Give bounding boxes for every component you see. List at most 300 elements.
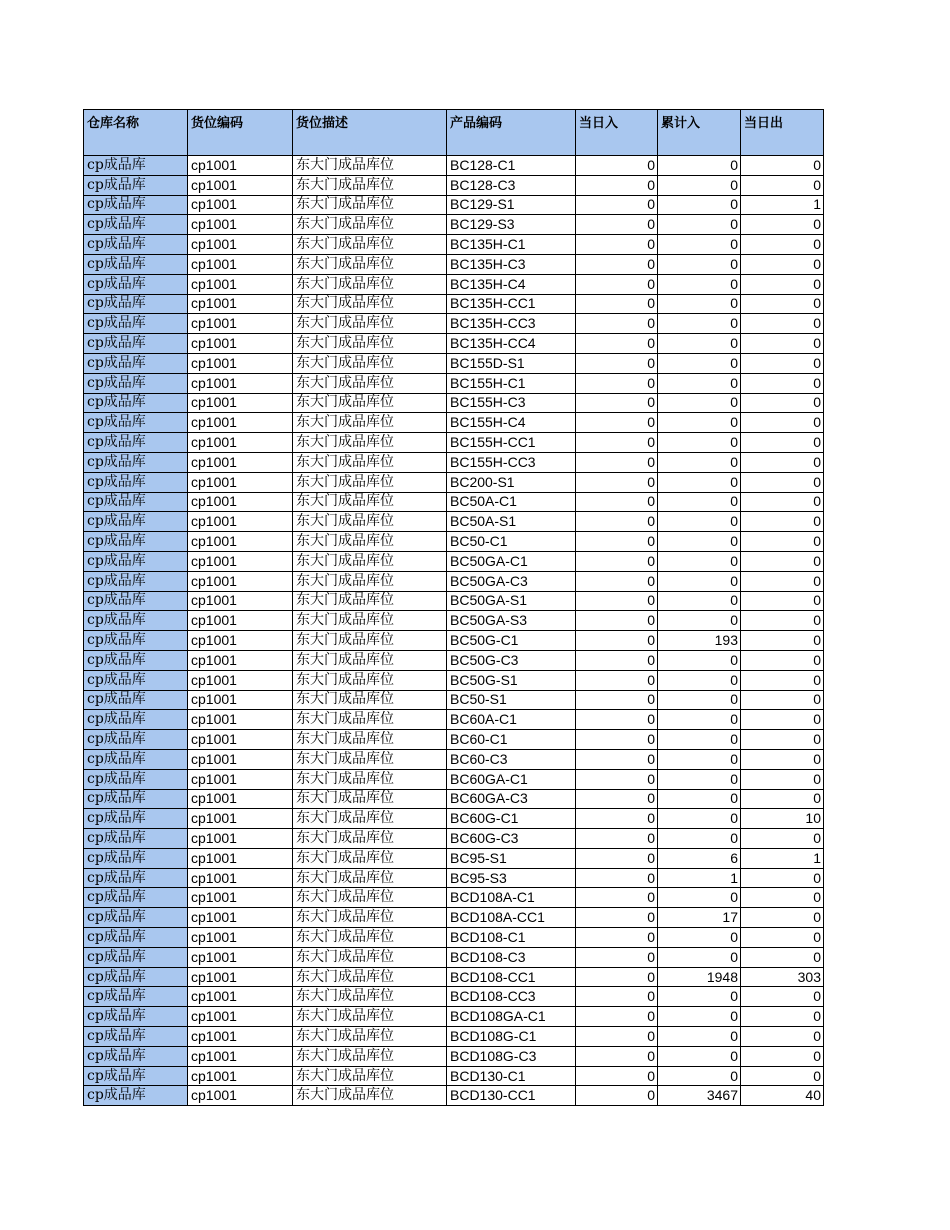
cell-location-code: cp1001 [188, 492, 293, 512]
cell-location-desc: 东大门成品库位 [293, 472, 447, 492]
cell-location-desc: 东大门成品库位 [293, 314, 447, 334]
cell-warehouse-name: cp成品库 [84, 749, 188, 769]
cell-location-desc: 东大门成品库位 [293, 888, 447, 908]
cell-location-desc: 东大门成品库位 [293, 175, 447, 195]
cell-location-code: cp1001 [188, 789, 293, 809]
cell-warehouse-name: cp成品库 [84, 848, 188, 868]
cell-location-code: cp1001 [188, 512, 293, 532]
cell-daily-out: 0 [741, 175, 824, 195]
cell-daily-in: 0 [576, 1086, 658, 1106]
cell-warehouse-name: cp成品库 [84, 987, 188, 1007]
cell-product-code: BC50A-C1 [447, 492, 576, 512]
table-row [84, 611, 824, 631]
cell-warehouse-name: cp成品库 [84, 1027, 188, 1047]
cell-daily-out: 0 [741, 1046, 824, 1066]
cell-daily-out: 1 [741, 195, 824, 215]
cell-location-desc: 东大门成品库位 [293, 749, 447, 769]
cell-daily-in: 0 [576, 571, 658, 591]
cell-cumulative-in: 0 [658, 809, 741, 829]
cell-location-desc: 东大门成品库位 [293, 710, 447, 730]
cell-daily-in: 0 [576, 789, 658, 809]
cell-daily-in: 0 [576, 433, 658, 453]
cell-warehouse-name: cp成品库 [84, 710, 188, 730]
cell-daily-out: 10 [741, 809, 824, 829]
cell-location-code: cp1001 [188, 551, 293, 571]
cell-daily-out: 0 [741, 413, 824, 433]
cell-product-code: BC135H-C1 [447, 235, 576, 255]
cell-location-code: cp1001 [188, 1066, 293, 1086]
cell-product-code: BC135H-CC3 [447, 314, 576, 334]
cell-warehouse-name: cp成品库 [84, 631, 188, 651]
cell-warehouse-name: cp成品库 [84, 571, 188, 591]
cell-product-code: BC50GA-S1 [447, 591, 576, 611]
cell-warehouse-name: cp成品库 [84, 789, 188, 809]
header-location-code: 货位编码 [188, 110, 293, 156]
cell-daily-in: 0 [576, 611, 658, 631]
cell-cumulative-in: 0 [658, 274, 741, 294]
cell-warehouse-name: cp成品库 [84, 492, 188, 512]
cell-location-desc: 东大门成品库位 [293, 156, 447, 176]
cell-location-code: cp1001 [188, 274, 293, 294]
cell-location-code: cp1001 [188, 254, 293, 274]
table-row [84, 571, 824, 591]
cell-location-code: cp1001 [188, 749, 293, 769]
cell-warehouse-name: cp成品库 [84, 908, 188, 928]
cell-cumulative-in: 0 [658, 314, 741, 334]
cell-location-code: cp1001 [188, 413, 293, 433]
cell-daily-out: 0 [741, 393, 824, 413]
cell-product-code: BC60GA-C3 [447, 789, 576, 809]
cell-product-code: BC50G-C1 [447, 631, 576, 651]
cell-warehouse-name: cp成品库 [84, 670, 188, 690]
table-row [84, 908, 824, 928]
cell-location-code: cp1001 [188, 195, 293, 215]
cell-daily-in: 0 [576, 650, 658, 670]
cell-daily-out: 0 [741, 571, 824, 591]
table-row [84, 472, 824, 492]
cell-cumulative-in: 0 [658, 888, 741, 908]
table-row [84, 492, 824, 512]
table-row [84, 809, 824, 829]
cell-cumulative-in: 0 [658, 749, 741, 769]
cell-warehouse-name: cp成品库 [84, 452, 188, 472]
cell-warehouse-name: cp成品库 [84, 353, 188, 373]
cell-location-code: cp1001 [188, 1046, 293, 1066]
cell-location-desc: 东大门成品库位 [293, 789, 447, 809]
cell-cumulative-in: 1 [658, 868, 741, 888]
cell-warehouse-name: cp成品库 [84, 512, 188, 532]
cell-daily-in: 0 [576, 591, 658, 611]
cell-product-code: BC135H-CC4 [447, 334, 576, 354]
table-row [84, 928, 824, 948]
cell-location-code: cp1001 [188, 294, 293, 314]
cell-daily-out: 0 [741, 987, 824, 1007]
cell-product-code: BC128-C1 [447, 156, 576, 176]
cell-warehouse-name: cp成品库 [84, 235, 188, 255]
cell-warehouse-name: cp成品库 [84, 1086, 188, 1106]
cell-warehouse-name: cp成品库 [84, 274, 188, 294]
cell-location-desc: 东大门成品库位 [293, 591, 447, 611]
cell-cumulative-in: 0 [658, 551, 741, 571]
cell-daily-in: 0 [576, 888, 658, 908]
cell-location-code: cp1001 [188, 908, 293, 928]
cell-location-desc: 东大门成品库位 [293, 195, 447, 215]
cell-warehouse-name: cp成品库 [84, 1046, 188, 1066]
cell-product-code: BC155H-C1 [447, 373, 576, 393]
cell-product-code: BCD130-C1 [447, 1066, 576, 1086]
cell-cumulative-in: 0 [658, 789, 741, 809]
cell-daily-in: 0 [576, 809, 658, 829]
cell-cumulative-in: 0 [658, 611, 741, 631]
cell-location-code: cp1001 [188, 353, 293, 373]
cell-warehouse-name: cp成品库 [84, 868, 188, 888]
cell-daily-in: 0 [576, 551, 658, 571]
cell-warehouse-name: cp成品库 [84, 611, 188, 631]
cell-warehouse-name: cp成品库 [84, 156, 188, 176]
table-row [84, 789, 824, 809]
cell-daily-in: 0 [576, 393, 658, 413]
cell-daily-out: 0 [741, 472, 824, 492]
cell-product-code: BCD108-CC3 [447, 987, 576, 1007]
cell-location-code: cp1001 [188, 433, 293, 453]
cell-daily-out: 0 [741, 591, 824, 611]
cell-daily-in: 0 [576, 215, 658, 235]
cell-warehouse-name: cp成品库 [84, 947, 188, 967]
table-row [84, 690, 824, 710]
cell-location-desc: 东大门成品库位 [293, 334, 447, 354]
cell-location-code: cp1001 [188, 1027, 293, 1047]
cell-cumulative-in: 0 [658, 353, 741, 373]
table-row [84, 353, 824, 373]
cell-cumulative-in: 0 [658, 690, 741, 710]
table-row [84, 254, 824, 274]
table-row [84, 967, 824, 987]
cell-product-code: BC129-S1 [447, 195, 576, 215]
cell-location-desc: 东大门成品库位 [293, 413, 447, 433]
cell-product-code: BC60GA-C1 [447, 769, 576, 789]
cell-product-code: BC155H-C3 [447, 393, 576, 413]
cell-location-desc: 东大门成品库位 [293, 967, 447, 987]
cell-daily-out: 0 [741, 868, 824, 888]
cell-cumulative-in: 0 [658, 947, 741, 967]
cell-daily-in: 0 [576, 175, 658, 195]
cell-daily-out: 0 [741, 373, 824, 393]
table-row [84, 749, 824, 769]
cell-product-code: BC128-C3 [447, 175, 576, 195]
table-row [84, 1066, 824, 1086]
cell-product-code: BC95-S1 [447, 848, 576, 868]
inventory-table [83, 109, 824, 1106]
cell-daily-in: 0 [576, 195, 658, 215]
cell-location-code: cp1001 [188, 611, 293, 631]
cell-daily-out: 0 [741, 1027, 824, 1047]
cell-warehouse-name: cp成品库 [84, 967, 188, 987]
cell-location-code: cp1001 [188, 215, 293, 235]
table-row [84, 175, 824, 195]
table-row [84, 710, 824, 730]
cell-product-code: BC60G-C1 [447, 809, 576, 829]
cell-cumulative-in: 0 [658, 334, 741, 354]
cell-location-desc: 东大门成品库位 [293, 868, 447, 888]
cell-warehouse-name: cp成品库 [84, 591, 188, 611]
cell-daily-in: 0 [576, 1066, 658, 1086]
cell-daily-out: 0 [741, 274, 824, 294]
cell-daily-in: 0 [576, 532, 658, 552]
cell-cumulative-in: 193 [658, 631, 741, 651]
cell-daily-out: 0 [741, 492, 824, 512]
table-row [84, 215, 824, 235]
cell-location-desc: 东大门成品库位 [293, 987, 447, 1007]
cell-location-desc: 东大门成品库位 [293, 1066, 447, 1086]
cell-location-code: cp1001 [188, 809, 293, 829]
cell-location-code: cp1001 [188, 631, 293, 651]
table-row [84, 947, 824, 967]
cell-cumulative-in: 0 [658, 452, 741, 472]
cell-product-code: BC50A-S1 [447, 512, 576, 532]
cell-product-code: BC135H-CC1 [447, 294, 576, 314]
table-row [84, 670, 824, 690]
cell-daily-in: 0 [576, 947, 658, 967]
table-row [84, 730, 824, 750]
cell-location-code: cp1001 [188, 591, 293, 611]
cell-location-code: cp1001 [188, 967, 293, 987]
cell-product-code: BCD108-CC1 [447, 967, 576, 987]
cell-location-desc: 东大门成品库位 [293, 769, 447, 789]
cell-location-desc: 东大门成品库位 [293, 690, 447, 710]
cell-warehouse-name: cp成品库 [84, 769, 188, 789]
cell-cumulative-in: 0 [658, 373, 741, 393]
cell-daily-out: 0 [741, 512, 824, 532]
cell-location-code: cp1001 [188, 928, 293, 948]
table-row [84, 433, 824, 453]
cell-daily-in: 0 [576, 670, 658, 690]
table-row [84, 294, 824, 314]
table-row [84, 195, 824, 215]
cell-warehouse-name: cp成品库 [84, 928, 188, 948]
cell-location-desc: 东大门成品库位 [293, 433, 447, 453]
cell-location-code: cp1001 [188, 314, 293, 334]
cell-location-code: cp1001 [188, 373, 293, 393]
cell-warehouse-name: cp成品库 [84, 175, 188, 195]
cell-cumulative-in: 0 [658, 393, 741, 413]
cell-daily-in: 0 [576, 868, 658, 888]
cell-location-desc: 东大门成品库位 [293, 928, 447, 948]
cell-location-desc: 东大门成品库位 [293, 848, 447, 868]
cell-location-desc: 东大门成品库位 [293, 492, 447, 512]
cell-daily-out: 0 [741, 452, 824, 472]
cell-location-desc: 东大门成品库位 [293, 908, 447, 928]
cell-location-code: cp1001 [188, 829, 293, 849]
cell-product-code: BC50G-S1 [447, 670, 576, 690]
cell-daily-in: 0 [576, 413, 658, 433]
cell-cumulative-in: 0 [658, 987, 741, 1007]
cell-location-code: cp1001 [188, 848, 293, 868]
cell-daily-out: 0 [741, 670, 824, 690]
cell-product-code: BC50GA-C3 [447, 571, 576, 591]
cell-location-code: cp1001 [188, 1086, 293, 1106]
cell-cumulative-in: 0 [658, 254, 741, 274]
cell-product-code: BC155D-S1 [447, 353, 576, 373]
cell-daily-out: 0 [741, 314, 824, 334]
cell-cumulative-in: 0 [658, 413, 741, 433]
cell-location-desc: 东大门成品库位 [293, 650, 447, 670]
cell-location-desc: 东大门成品库位 [293, 274, 447, 294]
cell-location-code: cp1001 [188, 710, 293, 730]
cell-cumulative-in: 0 [658, 829, 741, 849]
cell-location-desc: 东大门成品库位 [293, 353, 447, 373]
cell-location-code: cp1001 [188, 175, 293, 195]
cell-location-desc: 东大门成品库位 [293, 254, 447, 274]
cell-warehouse-name: cp成品库 [84, 1007, 188, 1027]
cell-daily-in: 0 [576, 908, 658, 928]
cell-product-code: BC60-C1 [447, 730, 576, 750]
cell-cumulative-in: 0 [658, 195, 741, 215]
cell-location-code: cp1001 [188, 868, 293, 888]
cell-cumulative-in: 17 [658, 908, 741, 928]
header-cumulative-in: 累计入 [658, 110, 741, 156]
cell-location-desc: 东大门成品库位 [293, 571, 447, 591]
table-row [84, 235, 824, 255]
header-product-code: 产品编码 [447, 110, 576, 156]
cell-warehouse-name: cp成品库 [84, 650, 188, 670]
cell-daily-in: 0 [576, 1007, 658, 1027]
cell-daily-in: 0 [576, 967, 658, 987]
cell-daily-out: 0 [741, 928, 824, 948]
cell-location-code: cp1001 [188, 156, 293, 176]
cell-daily-in: 0 [576, 690, 658, 710]
cell-location-code: cp1001 [188, 769, 293, 789]
cell-cumulative-in: 0 [658, 650, 741, 670]
cell-daily-out: 0 [741, 730, 824, 750]
cell-daily-out: 0 [741, 551, 824, 571]
cell-location-code: cp1001 [188, 690, 293, 710]
cell-warehouse-name: cp成品库 [84, 334, 188, 354]
cell-daily-out: 303 [741, 967, 824, 987]
cell-cumulative-in: 0 [658, 433, 741, 453]
cell-product-code: BC155H-CC1 [447, 433, 576, 453]
cell-location-code: cp1001 [188, 987, 293, 1007]
cell-product-code: BC135H-C3 [447, 254, 576, 274]
cell-daily-in: 0 [576, 512, 658, 532]
cell-location-desc: 东大门成品库位 [293, 1027, 447, 1047]
cell-product-code: BC129-S3 [447, 215, 576, 235]
cell-product-code: BCD108-C3 [447, 947, 576, 967]
cell-warehouse-name: cp成品库 [84, 393, 188, 413]
cell-warehouse-name: cp成品库 [84, 532, 188, 552]
cell-product-code: BC60-C3 [447, 749, 576, 769]
cell-location-code: cp1001 [188, 472, 293, 492]
table-row [84, 1027, 824, 1047]
cell-location-code: cp1001 [188, 571, 293, 591]
table-row [84, 769, 824, 789]
cell-warehouse-name: cp成品库 [84, 433, 188, 453]
cell-daily-in: 0 [576, 373, 658, 393]
cell-product-code: BC50-C1 [447, 532, 576, 552]
cell-location-desc: 东大门成品库位 [293, 532, 447, 552]
table-row [84, 1086, 824, 1106]
cell-location-desc: 东大门成品库位 [293, 235, 447, 255]
cell-daily-out: 0 [741, 888, 824, 908]
cell-product-code: BCD108G-C1 [447, 1027, 576, 1047]
cell-location-desc: 东大门成品库位 [293, 631, 447, 651]
cell-location-code: cp1001 [188, 670, 293, 690]
cell-warehouse-name: cp成品库 [84, 690, 188, 710]
table-row [84, 868, 824, 888]
table-row [84, 393, 824, 413]
cell-location-desc: 东大门成品库位 [293, 294, 447, 314]
cell-warehouse-name: cp成品库 [84, 888, 188, 908]
cell-daily-in: 0 [576, 254, 658, 274]
table-row [84, 532, 824, 552]
cell-warehouse-name: cp成品库 [84, 1066, 188, 1086]
cell-daily-in: 0 [576, 987, 658, 1007]
cell-daily-out: 0 [741, 749, 824, 769]
cell-daily-out: 0 [741, 631, 824, 651]
header-daily-in: 当日入 [576, 110, 658, 156]
cell-location-code: cp1001 [188, 452, 293, 472]
cell-location-code: cp1001 [188, 947, 293, 967]
cell-warehouse-name: cp成品库 [84, 472, 188, 492]
cell-daily-in: 0 [576, 710, 658, 730]
cell-location-desc: 东大门成品库位 [293, 809, 447, 829]
cell-cumulative-in: 0 [658, 769, 741, 789]
cell-daily-in: 0 [576, 749, 658, 769]
cell-location-code: cp1001 [188, 532, 293, 552]
cell-daily-out: 0 [741, 650, 824, 670]
cell-product-code: BC155H-C4 [447, 413, 576, 433]
cell-daily-out: 0 [741, 789, 824, 809]
cell-warehouse-name: cp成品库 [84, 294, 188, 314]
table-body [84, 156, 824, 1106]
cell-daily-out: 0 [741, 215, 824, 235]
cell-product-code: BCD108A-CC1 [447, 908, 576, 928]
cell-cumulative-in: 3467 [658, 1086, 741, 1106]
cell-cumulative-in: 0 [658, 1027, 741, 1047]
cell-cumulative-in: 0 [658, 492, 741, 512]
cell-daily-out: 0 [741, 829, 824, 849]
cell-daily-in: 0 [576, 314, 658, 334]
cell-daily-in: 0 [576, 829, 658, 849]
cell-daily-in: 0 [576, 156, 658, 176]
cell-daily-out: 0 [741, 235, 824, 255]
cell-cumulative-in: 0 [658, 730, 741, 750]
cell-cumulative-in: 1948 [658, 967, 741, 987]
cell-warehouse-name: cp成品库 [84, 314, 188, 334]
cell-warehouse-name: cp成品库 [84, 215, 188, 235]
cell-location-code: cp1001 [188, 650, 293, 670]
table-row [84, 848, 824, 868]
cell-daily-out: 1 [741, 848, 824, 868]
cell-daily-out: 0 [741, 908, 824, 928]
cell-location-desc: 东大门成品库位 [293, 393, 447, 413]
cell-daily-in: 0 [576, 1027, 658, 1047]
cell-location-code: cp1001 [188, 235, 293, 255]
cell-daily-in: 0 [576, 492, 658, 512]
cell-cumulative-in: 0 [658, 175, 741, 195]
cell-location-desc: 东大门成品库位 [293, 1046, 447, 1066]
cell-daily-out: 0 [741, 1007, 824, 1027]
cell-cumulative-in: 0 [658, 156, 741, 176]
cell-cumulative-in: 0 [658, 532, 741, 552]
cell-daily-out: 0 [741, 1066, 824, 1086]
table-row [84, 591, 824, 611]
cell-daily-in: 0 [576, 848, 658, 868]
cell-cumulative-in: 0 [658, 1046, 741, 1066]
cell-daily-in: 0 [576, 274, 658, 294]
cell-location-code: cp1001 [188, 730, 293, 750]
cell-warehouse-name: cp成品库 [84, 373, 188, 393]
cell-daily-in: 0 [576, 1046, 658, 1066]
